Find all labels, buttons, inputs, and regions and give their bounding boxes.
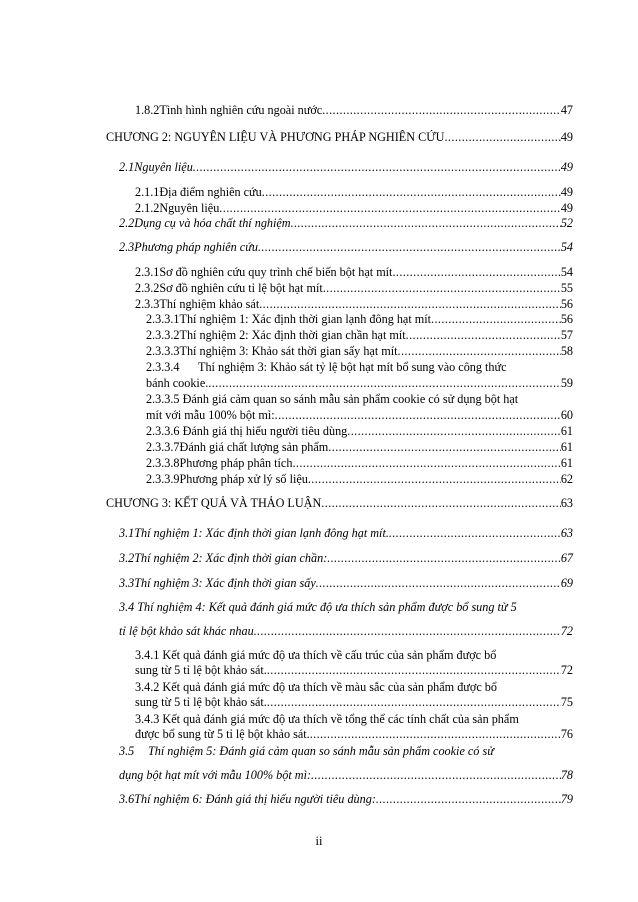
- toc-title: tỉ lệ bột khảo sát khác nhau: [119, 624, 254, 638]
- toc-entry[interactable]: [146, 408, 573, 422]
- toc-leader: [219, 201, 561, 215]
- toc-leader: [323, 281, 561, 295]
- toc-leader: [308, 472, 561, 486]
- toc-entry-first-line[interactable]: [119, 744, 494, 758]
- toc-page-number: 61: [560, 424, 573, 438]
- toc-entry-first-line[interactable]: [146, 360, 507, 374]
- toc-page-number: 75: [560, 695, 573, 709]
- toc-entry[interactable]: [146, 328, 573, 342]
- toc-entry-first-line[interactable]: [135, 712, 519, 726]
- toc-entry[interactable]: [146, 440, 573, 454]
- toc-title-line1: 3.4.2 Kết quả đánh giá mức độ ưa thích về màu sắc của sản phẩm được bổ: [135, 680, 497, 694]
- toc-number: 2.3.1: [135, 265, 160, 279]
- toc-title: CHƯƠNG 2: NGUYÊN LIỆU VÀ PHƯƠNG PHÁP NGHIÊN CỨU: [106, 130, 445, 144]
- toc-entry[interactable]: [119, 160, 573, 174]
- toc-chapter-entry[interactable]: [106, 130, 573, 144]
- toc-title: Thí nghiệm 6: Đánh giá thị hiếu người tiêu dùng:: [134, 792, 376, 806]
- toc-title-line1: 3.4 Thí nghiệm 4: Kết quả đánh giá mức độ ưa thích sản phẩm được bổ sung từ 5: [119, 600, 517, 614]
- toc-entry[interactable]: [119, 792, 573, 806]
- toc-number: 2.3.3.1: [146, 312, 180, 326]
- toc-title: sung từ 5 tỉ lệ bột khảo sát.: [135, 695, 267, 709]
- toc-title: mít với mẫu 100% bột mì:: [146, 408, 275, 422]
- toc-page-number: 56: [560, 312, 573, 326]
- toc-title: Địa điểm nghiên cứu: [159, 185, 262, 199]
- toc-page-number: 49: [560, 130, 573, 144]
- toc-title: CHƯƠNG 3: KẾT QUẢ VÀ THẢO LUẬN: [106, 496, 322, 510]
- toc-entry[interactable]: [119, 576, 573, 590]
- toc-title: Tình hình nghiên cứu ngoài nước: [159, 103, 323, 117]
- toc-entry[interactable]: [135, 727, 573, 741]
- toc-title: Thí nghiệm 3: Xác định thời gian sấy: [134, 576, 316, 590]
- toc-page-number: 60: [560, 408, 573, 422]
- toc-leader: [406, 328, 561, 342]
- toc-title: Nguyên liệu: [159, 201, 220, 215]
- toc-page-number: 56: [560, 297, 573, 311]
- toc-leader: [392, 265, 560, 279]
- toc-title: Nguyên liệu: [134, 160, 193, 174]
- toc-leader: [316, 576, 561, 590]
- toc-number: 3.2: [119, 551, 135, 565]
- toc-entry[interactable]: [119, 216, 573, 230]
- toc-page-number: 63: [560, 526, 573, 540]
- toc-number: 1.8.2: [135, 103, 160, 117]
- toc-page-number: 57: [560, 328, 573, 342]
- toc-entry[interactable]: [119, 240, 573, 254]
- toc-leader: [376, 792, 561, 806]
- toc-entry-first-line[interactable]: [119, 600, 517, 614]
- toc-entry-first-line[interactable]: [135, 680, 497, 694]
- toc-leader: [267, 663, 561, 677]
- toc-title: Phương pháp phân tích: [179, 456, 293, 470]
- toc-page-number: 67: [560, 551, 573, 565]
- toc-number: 2.2: [119, 216, 135, 230]
- toc-leader: [328, 440, 561, 454]
- toc-number: 3.6: [119, 792, 135, 806]
- toc-entry[interactable]: [146, 456, 573, 470]
- page-number-footer: ii: [315, 834, 323, 848]
- toc-number: 3.3: [119, 576, 135, 590]
- toc-page-number: 72: [560, 624, 573, 638]
- toc-title: được bổ sung từ 5 tỉ lệ bột khảo sát.: [135, 727, 310, 741]
- toc-title: Sơ đồ nghiên cứu tỉ lệ bột hạt mít: [159, 281, 323, 295]
- toc-title: Thí nghiệm 2: Xác định thời gian chần hạt mít: [179, 328, 406, 342]
- toc-number: 2.3: [119, 240, 135, 254]
- toc-leader: [259, 297, 561, 311]
- toc-chapter-entry[interactable]: [106, 496, 573, 510]
- toc-leader: [208, 376, 561, 390]
- toc-page-number: 54: [560, 265, 573, 279]
- toc-entry[interactable]: [135, 281, 573, 295]
- toc-entry[interactable]: [119, 551, 573, 565]
- toc-number: 2.1.1: [135, 185, 160, 199]
- toc-title: bánh cookie.: [146, 376, 209, 390]
- toc-entry[interactable]: [119, 526, 573, 540]
- toc-leader: [267, 695, 561, 709]
- toc-entry[interactable]: [146, 344, 573, 358]
- toc-entry[interactable]: [146, 312, 573, 326]
- toc-title: 2.3.3.6 Đánh giá thị hiếu người tiêu dùng: [146, 424, 348, 438]
- toc-title: Thí nghiệm 2: Xác định thời gian chần:: [134, 551, 328, 565]
- toc-title: Đánh giá chất lượng sản phẩm: [179, 440, 329, 454]
- toc-page-number: 63: [560, 496, 573, 510]
- toc-leader: [431, 312, 561, 326]
- toc-leader: [292, 456, 560, 470]
- toc-number: 2.1.2: [135, 201, 160, 215]
- toc-leader: [322, 103, 561, 117]
- toc-page-number: 47: [560, 103, 573, 117]
- toc-leader: [321, 496, 561, 510]
- toc-entry[interactable]: [135, 297, 573, 311]
- toc-title: Dụng cụ và hóa chất thí nghiệm: [134, 216, 291, 230]
- toc-number: 2.3.3.8: [146, 456, 180, 470]
- toc-number: 2.3.3: [135, 297, 160, 311]
- toc-leader: [254, 624, 561, 638]
- toc-page-number: 52: [560, 216, 573, 230]
- toc-page-number: 49: [560, 185, 573, 199]
- toc-page-number: 61: [560, 440, 573, 454]
- toc-number: 2.3.3.2: [146, 328, 180, 342]
- toc-leader: [275, 408, 561, 422]
- toc-title-line1: 3.4.1 Kết quả đánh giá mức độ ưa thích về cấu trúc của sản phẩm được bổ: [135, 648, 497, 662]
- toc-title-line1: Thí nghiệm 5: Đánh giá cảm quan so sánh mẫu sản phẩm cookie có sử: [148, 744, 494, 758]
- toc-leader: [347, 424, 561, 438]
- toc-title: Thí nghiệm khảo sát: [159, 297, 260, 311]
- toc-page-number: 79: [560, 792, 573, 806]
- toc-entry[interactable]: [135, 185, 573, 199]
- toc-title: dụng bột hạt mít với mẫu 100% bột mì:: [119, 768, 312, 782]
- toc-entry-first-line[interactable]: [135, 648, 496, 662]
- toc-number: 2.3.2: [135, 281, 160, 295]
- toc-page-number: 72: [560, 663, 573, 677]
- toc-title-line1: Thí nghiệm 3: Khảo sát tỷ lệ bột hạt mít bổ sung vào công thức: [198, 360, 507, 374]
- toc-page-number: 49: [560, 201, 573, 215]
- toc-page-number: 69: [560, 576, 573, 590]
- toc-page-number: 78: [560, 768, 573, 782]
- toc-entry[interactable]: [119, 768, 573, 782]
- toc-number: 2.3.3.7: [146, 440, 180, 454]
- toc-page-number: 55: [560, 281, 573, 295]
- toc-leader: [311, 768, 561, 782]
- toc-leader: [258, 240, 561, 254]
- toc-leader: [398, 344, 561, 358]
- toc-entry-first-line[interactable]: [146, 392, 518, 406]
- toc-title: sung từ 5 tỉ lệ bột khảo sát.: [135, 663, 267, 677]
- toc-page-number: 49: [560, 160, 573, 174]
- toc-leader: [444, 130, 560, 144]
- toc-title: Thí nghiệm 3: Khảo sát thời gian sấy hạt mít: [179, 344, 398, 358]
- toc-title: Phương pháp xử lý số liệu: [179, 472, 308, 486]
- toc-number: 3.1: [119, 526, 135, 540]
- toc-title-line1: 3.4.3 Kết quả đánh giá mức độ ưa thích về tổng thể các tính chất của sản phẩm: [135, 712, 519, 726]
- toc-leader: [389, 526, 561, 540]
- toc-entry[interactable]: [135, 265, 573, 279]
- toc-title-line1: 2.3.3.5 Đánh giá cảm quan so sánh mẫu sản phẩm cookie có sử dụng bột hạt: [146, 392, 519, 406]
- toc-entry[interactable]: [135, 201, 573, 215]
- toc-title: Thí nghiệm 1: Xác định thời gian lạnh đông hạt mít: [179, 312, 432, 326]
- toc-leader: [310, 727, 561, 741]
- toc-leader: [262, 185, 561, 199]
- toc-entry[interactable]: [135, 663, 573, 677]
- toc-entry[interactable]: [135, 695, 573, 709]
- toc-number: 2.3.3.4: [146, 360, 180, 374]
- toc-leader: [193, 160, 561, 174]
- toc-number: 3.5: [119, 744, 135, 758]
- toc-title: Sơ đồ nghiên cứu quy trình chế biến bột hạt mít: [159, 265, 393, 279]
- toc-page-number: 62: [560, 472, 573, 486]
- toc-number: 2.3.3.3: [146, 344, 180, 358]
- toc-leader: [327, 551, 561, 565]
- toc-number: 2.3.3.9: [146, 472, 180, 486]
- toc-entry[interactable]: [146, 376, 573, 390]
- toc-entry[interactable]: [146, 472, 573, 486]
- toc-page-number: 61: [560, 456, 573, 470]
- toc-page-number: 76: [560, 727, 573, 741]
- toc-page-number: 54: [560, 240, 573, 254]
- toc-title: Phương pháp nghiên cứu: [134, 240, 258, 254]
- toc-title: Thí nghiệm 1: Xác định thời gian lạnh đông hạt mít.: [134, 526, 389, 540]
- toc-entry[interactable]: [146, 424, 573, 438]
- toc-number: 2.1: [119, 160, 135, 174]
- toc-page-number: 59: [560, 376, 573, 390]
- toc-leader: [291, 216, 561, 230]
- toc-entry[interactable]: [135, 103, 573, 117]
- toc-entry[interactable]: [119, 624, 573, 638]
- toc-page-number: 58: [560, 344, 573, 358]
